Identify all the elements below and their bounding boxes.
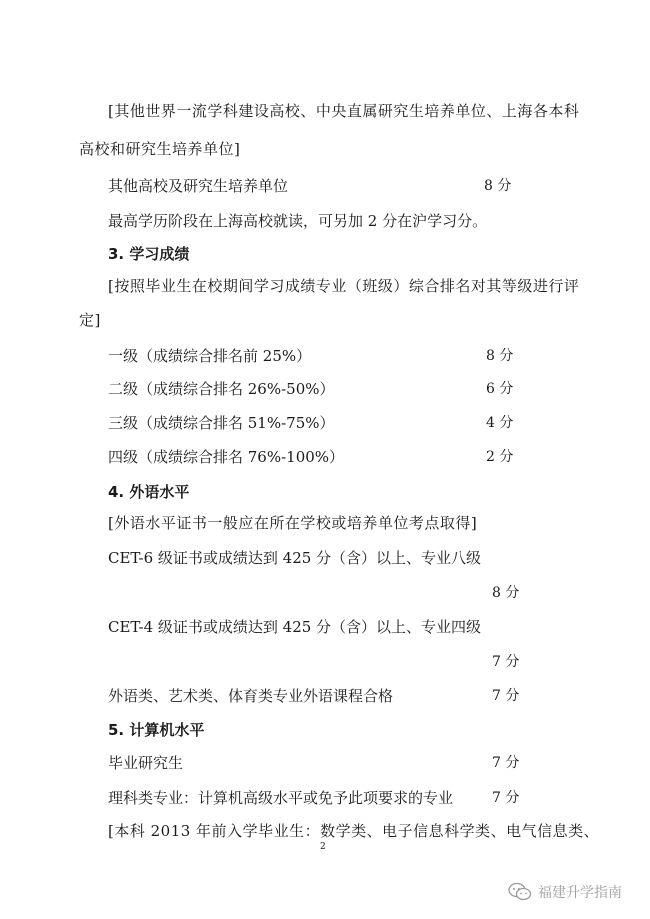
level-2-label: 二级（成绩综合排名 26%-50%） <box>108 380 335 398</box>
section-5-note: [本科 2013 年前入学毕业生：数学类、电子信息科学类、电气信息类、 <box>108 822 600 840</box>
arts-label: 外语类、艺术类、体育类专业外语课程合格 <box>108 687 394 705</box>
level-2-score: 6 分 <box>486 381 514 397</box>
grad-label: 毕业研究生 <box>108 754 184 772</box>
science-score: 7 分 <box>492 790 520 806</box>
cet4-label: CET-4 级证书或成绩达到 425 分（含）以上、专业四级 <box>108 618 482 636</box>
level-3-label: 三级（成绩综合排名 51%-75%） <box>108 414 335 432</box>
watermark-text: 福建升学指南 <box>538 885 622 901</box>
page-number: 2 <box>320 842 326 852</box>
level-1-label: 一级（成绩综合排名前 25%） <box>108 347 312 365</box>
arts-score: 7 分 <box>492 688 520 704</box>
other-schools-label: 其他高校及研究生培养单位 <box>108 177 289 195</box>
section-4-title: 4. 外语水平 <box>108 483 190 501</box>
level-3-score: 4 分 <box>486 415 514 431</box>
section-3-note-line-1: [按照毕业生在校期间学习成绩专业（班级）综合排名对其等级进行评 <box>108 277 580 295</box>
grad-score: 7 分 <box>492 755 520 771</box>
section-3-note-line-2: 定] <box>79 311 101 329</box>
wechat-icon <box>508 882 532 902</box>
section-4-note: [外语水平证书一般应在所在学校或培养单位考点取得] <box>108 514 478 532</box>
other-schools-score: 8 分 <box>484 178 512 194</box>
intro-line-2: 高校和研究生培养单位] <box>79 140 241 158</box>
level-1-score: 8 分 <box>486 348 514 364</box>
cet6-label: CET-6 级证书或成绩达到 425 分（含）以上、专业八级 <box>108 549 482 567</box>
cet6-score: 8 分 <box>492 585 520 601</box>
cet4-score: 7 分 <box>492 654 520 670</box>
level-4-score: 2 分 <box>486 449 514 465</box>
watermark <box>508 880 622 904</box>
science-label: 理科类专业：计算机高级水平或免予此项要求的专业 <box>108 789 454 807</box>
section-5-title: 5. 计算机水平 <box>108 721 205 739</box>
extra-note: 最高学历阶段在上海高校就读，可另加 2 分在沪学习分。 <box>108 212 488 230</box>
intro-line-1: [其他世界一流学科建设高校、中央直属研究生培养单位、上海各本科 <box>108 102 580 120</box>
level-4-label: 四级（成绩综合排名 76%-100%） <box>108 448 345 466</box>
section-3-title: 3. 学习成绩 <box>108 245 190 263</box>
